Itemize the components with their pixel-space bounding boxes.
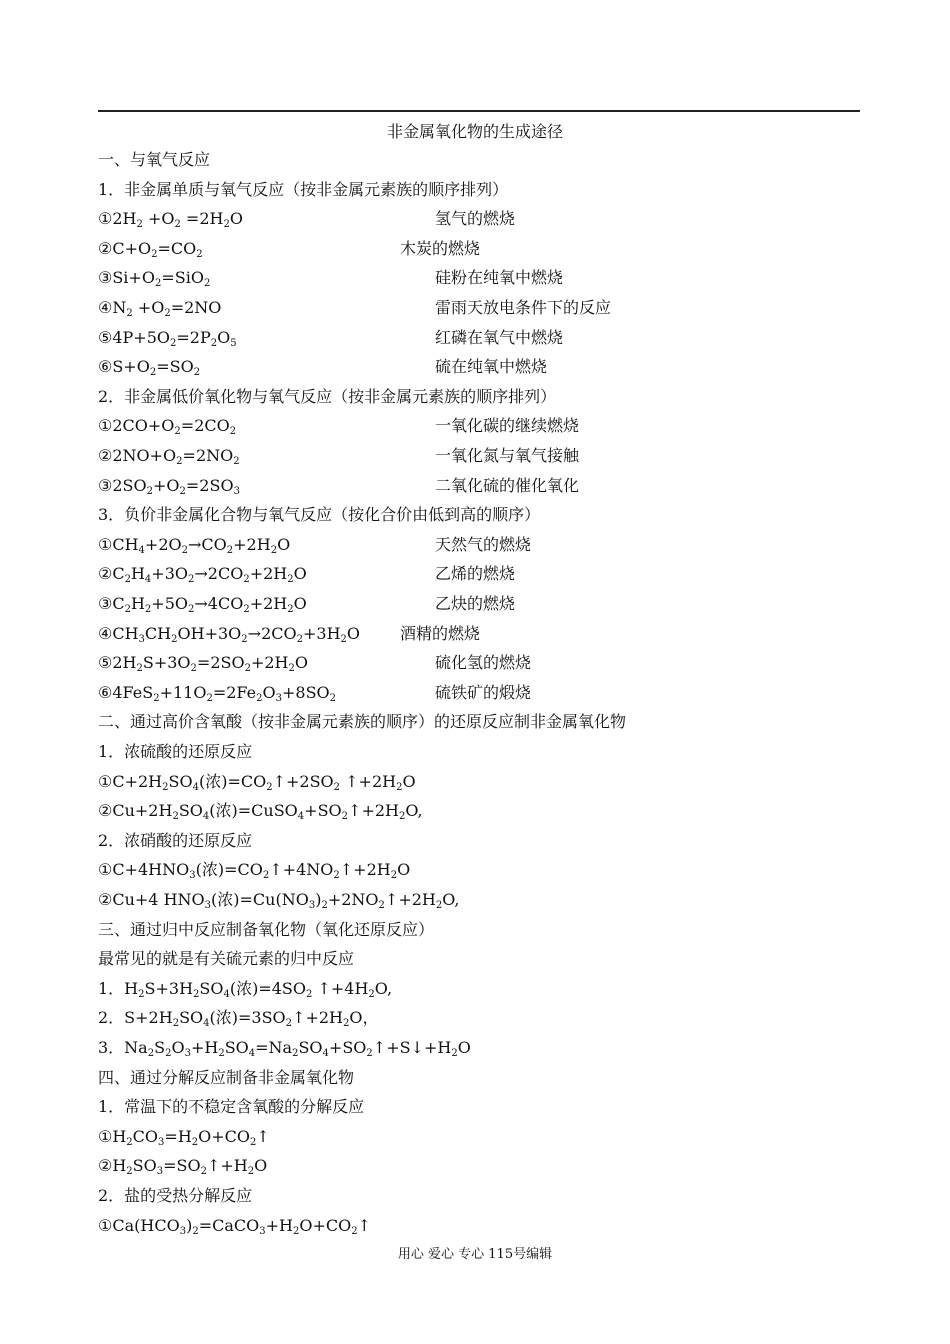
- equation-description: 酒精的燃烧: [400, 623, 481, 643]
- text-line: [98, 860, 410, 880]
- equation-description: 硅粉在纯氧中燃烧: [435, 268, 564, 288]
- text-line: [98, 180, 508, 200]
- equation: $③Si+O_2=SiO_2$: [98, 268, 211, 290]
- equation: $①CH_4+2O_2\to CO_2+2H_2O$: [98, 534, 291, 556]
- text-line: [98, 772, 416, 792]
- equation-description: 二氧化硫的催化氧化: [435, 475, 580, 495]
- text-line: [98, 1038, 471, 1058]
- equation-line: [98, 475, 580, 497]
- line-text: 3．$Na_2S_2O_3+H_2SO_4=Na_2SO_4+SO_2↑+S↓+H_2O$: [98, 1038, 471, 1059]
- equation-description: 硫铁矿的煅烧: [435, 682, 532, 702]
- equation: $②C_2H_4+3O_2\to 2CO_2+2H_2O$: [98, 564, 307, 586]
- text-line: [98, 742, 252, 762]
- top-rule: [98, 110, 860, 112]
- text-line: [98, 1127, 270, 1147]
- text-line: [98, 1008, 379, 1028]
- equation: $④N_2 +O_2=2NO$: [98, 298, 222, 319]
- equation: $④CH_3CH_2OH+3O_2\to 2CO_2+3H_2O$: [98, 623, 361, 645]
- equation: $⑤2H_2S+3O_2=2SO_2+2H_2O$: [98, 653, 308, 675]
- equation: $②2NO+O_2=2NO_2$: [98, 446, 240, 467]
- line-text: 四、通过分解反应制备非金属氧化物: [98, 1067, 355, 1087]
- line-text: $②Cu+2H_2SO_4$(浓)$=CuSO_4+SO_2↑+2H_2O$,: [98, 801, 423, 823]
- text-line: [98, 890, 460, 910]
- text-line: [98, 1068, 354, 1088]
- equation-description: 硫在纯氧中燃烧: [435, 357, 548, 377]
- line-text: $①C+2H_2SO_4$(浓)$=CO_2↑+2SO_2$ $↑+2H_2O$: [98, 771, 416, 793]
- text-line: [98, 801, 423, 821]
- line-text: $②H_2SO_3=SO_2↑+H_2O$: [98, 1156, 268, 1178]
- equation-line: [98, 564, 516, 586]
- text-line: [98, 949, 354, 969]
- line-text: 最常见的就是有关硫元素的归中反应: [98, 949, 355, 969]
- equation-description: 天然气的燃烧: [435, 534, 532, 554]
- equation-description: 氢气的燃烧: [435, 209, 516, 229]
- line-text: 2．$S+2H_2SO_4$(浓)$=3SO_2↑+2H_2O$，: [98, 1008, 379, 1030]
- line-text: $①H_2CO_3=H_2O+CO_2↑$: [98, 1126, 270, 1148]
- equation-line: [98, 238, 481, 260]
- text-line: [98, 1186, 252, 1206]
- equation-line: [98, 268, 564, 290]
- text-line: [98, 920, 434, 940]
- equation-description: 红磷在氧气中燃烧: [435, 327, 564, 347]
- equation: $②C+O_2=CO_2$: [98, 238, 203, 260]
- equation: $①2CO+O_2=2CO_2$: [98, 416, 237, 438]
- text-line: [98, 1216, 371, 1236]
- equation-line: [98, 298, 612, 319]
- text-line: [98, 505, 540, 525]
- equation: $⑤4P+5O_2=2P_2O_5$: [98, 327, 237, 349]
- equation-line: [98, 594, 516, 615]
- page-title: 非金属氧化物的生成途径: [386, 122, 563, 141]
- equation-description: 乙炔的燃烧: [435, 594, 516, 613]
- equation-line: [98, 357, 548, 379]
- line-text: 三、通过归中反应制备氧化物（氧化还原反应）: [98, 919, 435, 939]
- equation-description: 乙烯的燃烧: [435, 564, 516, 584]
- line-text: 1．浓硫酸的还原反应: [98, 742, 253, 761]
- text-line: [98, 387, 556, 407]
- line-text: 1．非金属单质与氧气反应（按非金属元素族的顺序排列）: [98, 179, 509, 199]
- line-text: 二、通过高价含氧酸（按非金属元素族的顺序）的还原反应制非金属氧化物: [98, 712, 627, 732]
- line-text: 2．盐的受热分解反应: [98, 1186, 253, 1205]
- text-line: [98, 1156, 267, 1176]
- text-line: [98, 831, 252, 851]
- equation: $①2H_2 +O_2 =2H_2O$: [98, 209, 243, 231]
- equation: $③2SO_2+O_2=2SO_3$: [98, 475, 240, 497]
- equation: $③C_2H_2+5O_2\to 4CO_2+2H_2O$: [98, 594, 307, 615]
- line-text: 2．浓硝酸的还原反应: [98, 830, 253, 850]
- equation-line: [98, 209, 516, 231]
- equation-description: 一氧化氮与氧气接触: [435, 446, 580, 465]
- page-footer: 用心 爱心 专心 115号编辑: [397, 1247, 553, 1262]
- line-text: 1．常温下的不稳定含氧酸的分解反应: [98, 1097, 365, 1117]
- equation-line: [98, 416, 580, 438]
- equation: $⑥S+O_2=SO_2$: [98, 357, 201, 379]
- text-line: [98, 712, 626, 732]
- equation-description: 一氧化碳的继续燃烧: [435, 416, 580, 436]
- equation-line: [98, 682, 532, 704]
- equation-description: 木炭的燃烧: [400, 238, 481, 258]
- line-text: $①Ca(HCO_3)_2=CaCO_3+H_2O+CO_2↑$: [98, 1215, 372, 1237]
- line-text: 1．$H_2S+3H_2SO_4$(浓)$=4SO_2$ $↑+4H_2O$,: [98, 978, 393, 1000]
- text-line: [98, 150, 210, 170]
- line-text: $①C+4HNO_3$(浓)$=CO_2↑+4NO_2↑+2H_2O$: [98, 860, 411, 882]
- equation-line: [98, 623, 481, 645]
- equation-line: [98, 534, 532, 556]
- equation: $⑥4FeS_2+11O_2=2Fe_2O_3+8SO_2$: [98, 682, 337, 704]
- line-text: 2．非金属低价氧化物与氧气反应（按非金属元素族的顺序排列）: [98, 386, 557, 406]
- line-text: 3．负价非金属化合物与氧气反应（按化合价由低到高的顺序）: [98, 505, 541, 525]
- line-text: ②Cu+4 $HNO_3$(浓)$=Cu(NO_3)_2+2NO_2↑+2H_2O$,: [98, 890, 460, 911]
- equation-line: [98, 327, 564, 349]
- equation-description: 硫化氢的燃烧: [435, 653, 532, 673]
- equation-line: [98, 446, 580, 467]
- equation-description: 雷雨天放电条件下的反应: [435, 298, 612, 317]
- line-text: 一、与氧气反应: [98, 150, 211, 169]
- text-line: [98, 1097, 364, 1117]
- equation-line: [98, 653, 532, 675]
- text-line: [98, 979, 392, 999]
